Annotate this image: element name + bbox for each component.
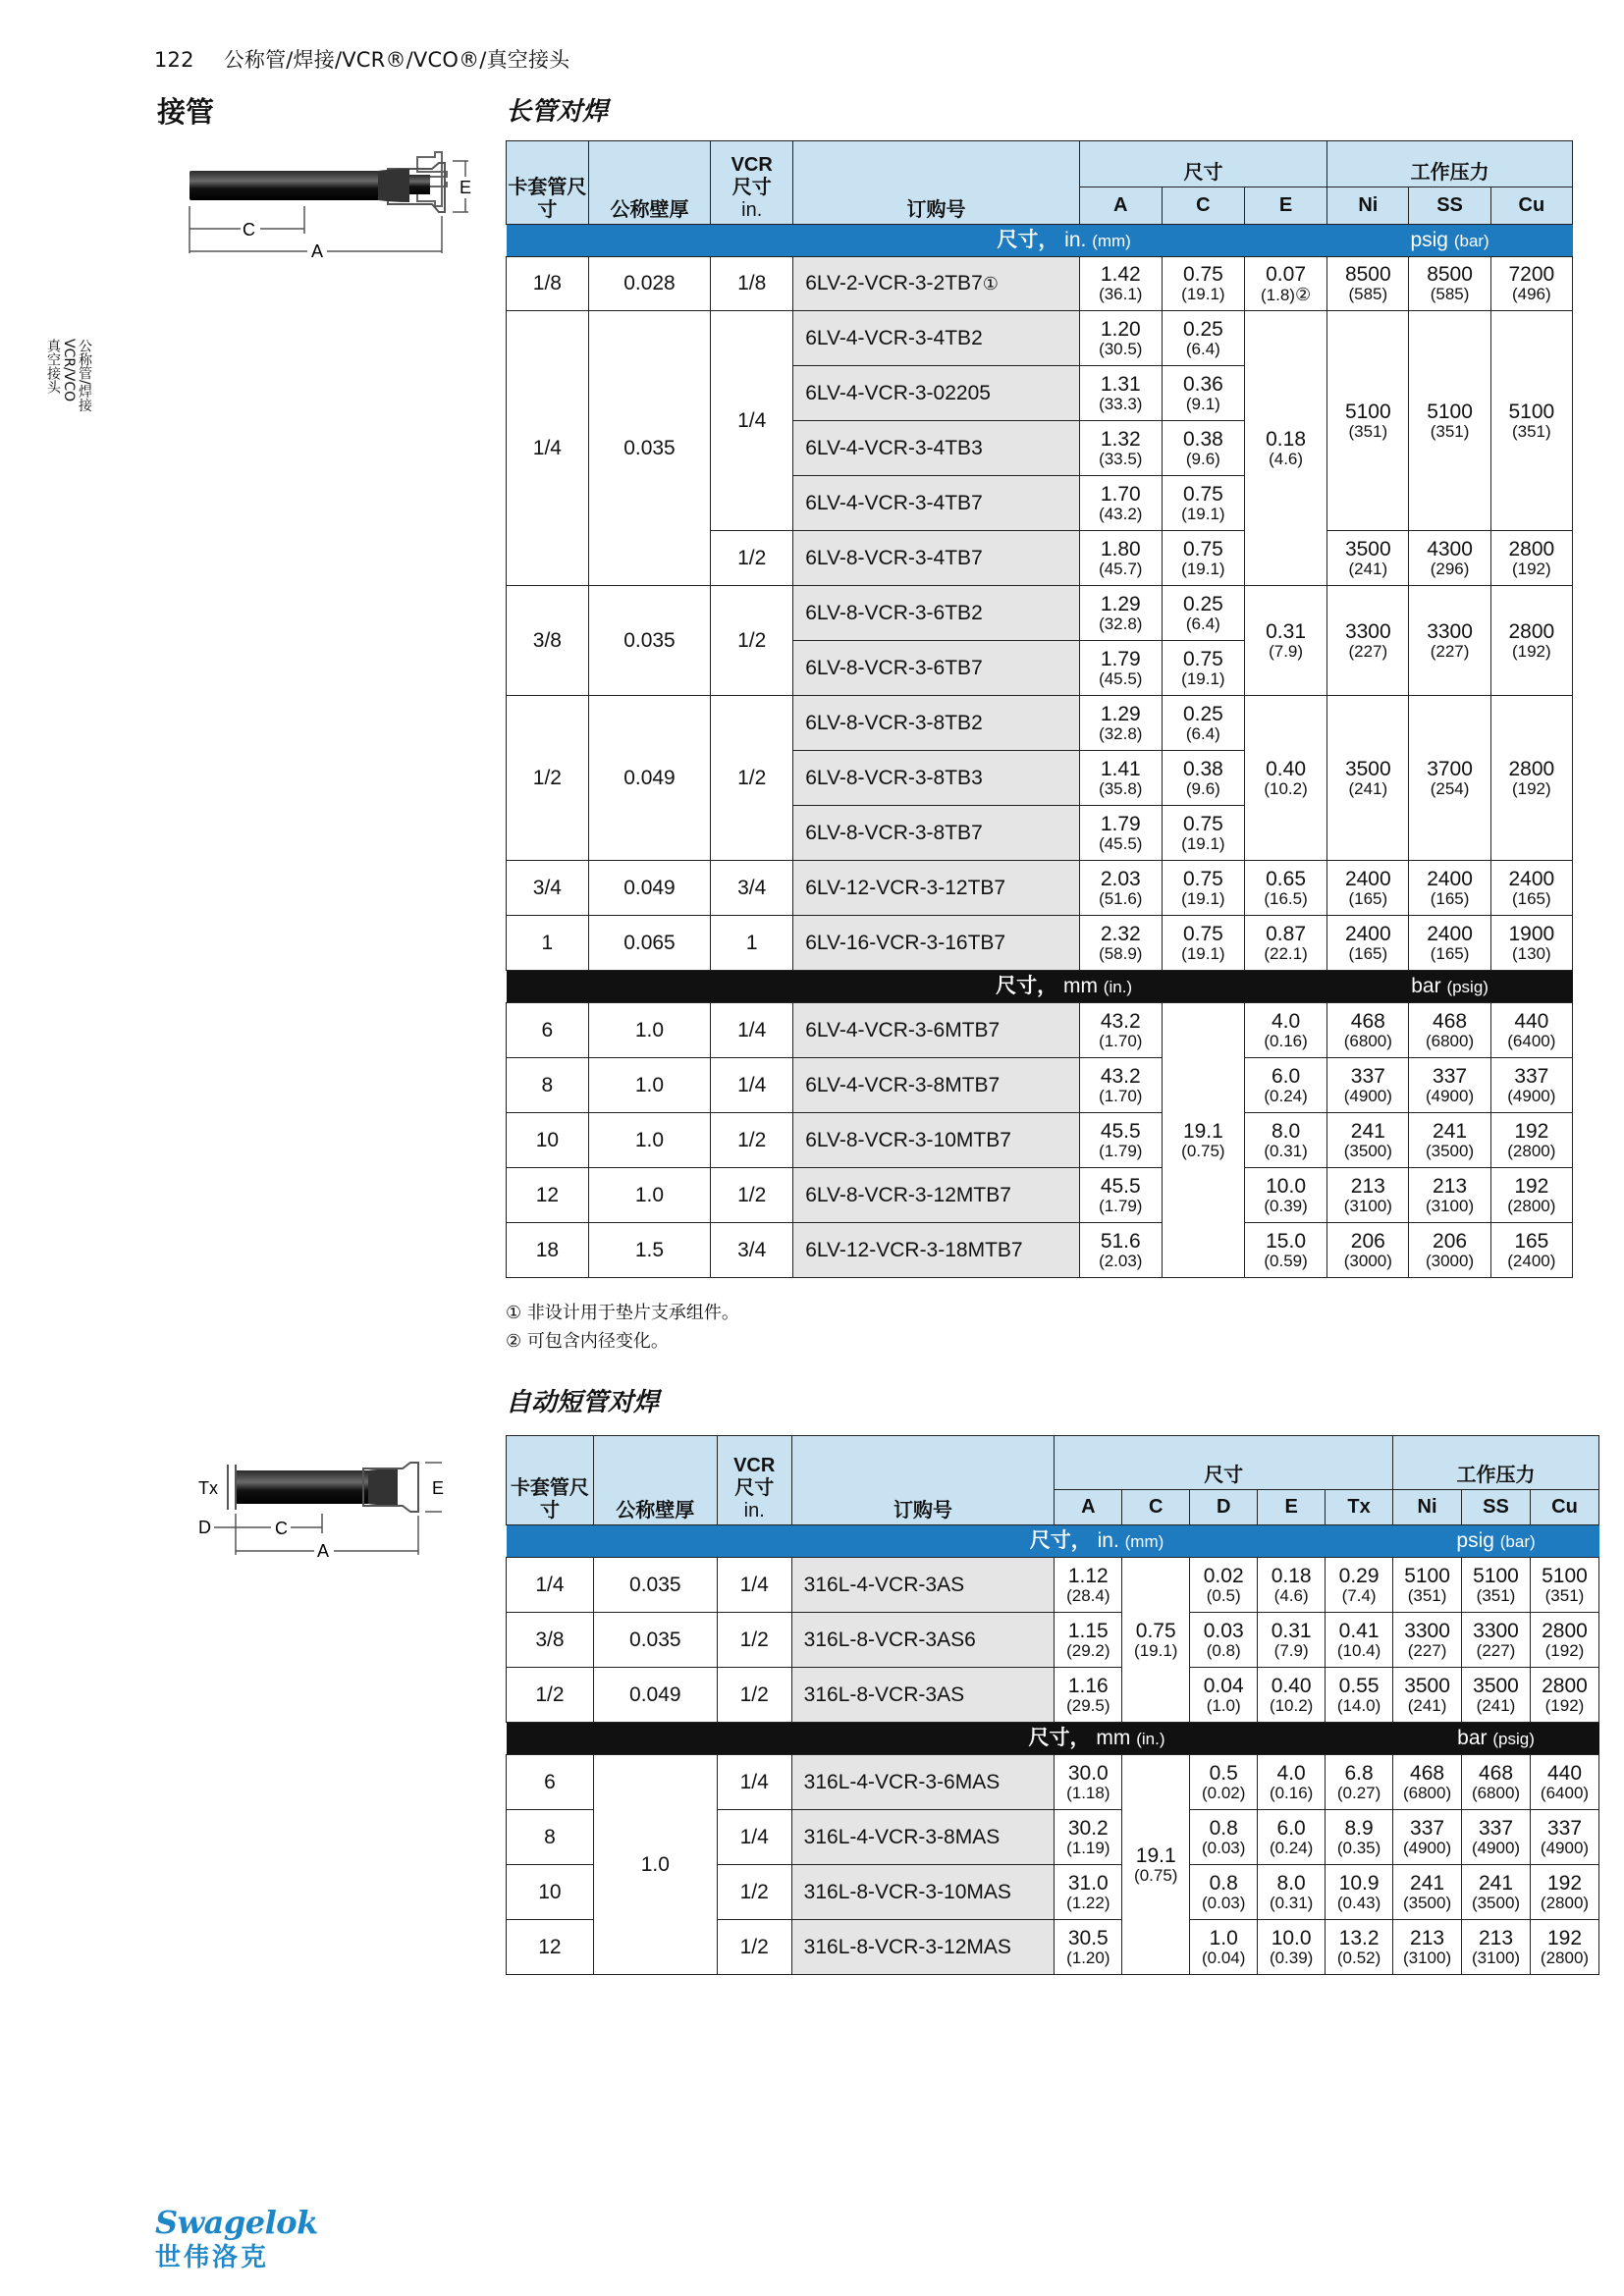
footnote-1: ① 非设计用于垫片支承组件。 bbox=[506, 1303, 739, 1323]
table-row: 18 1.5 3/4 6LV-12-VCR-3-18MTB7 51.6 (2.03) 15.0 (0.59) 206 (3000) 206 (3000) 165 (2400) bbox=[507, 1223, 1573, 1278]
dim-label-c2: C bbox=[275, 1519, 288, 1538]
table-row: 3/8 0.035 1/2 6LV-8-VCR-3-6TB2 1.29 (32.8) 0.25 (6.4) 0.31 (7.9) 3300 (227) 3300 (227) 2800 (192) bbox=[507, 586, 1573, 641]
header-vcr-size: VCR 尺寸 in. bbox=[717, 1436, 791, 1525]
header-vcr-size: VCR 尺寸 in. bbox=[711, 141, 793, 225]
table-row: 8 1/4 316L-4-VCR-3-8MAS 30.2 (1.19) 0.8 (0.03) 6.0 (0.24) 8.9 (0.35) 337 (4900) 337 (4900) 337 (4900) bbox=[507, 1810, 1599, 1865]
dim-label-e: E bbox=[460, 178, 472, 197]
band-inch: 尺寸， in. (mm) psig (bar) bbox=[507, 1525, 1599, 1558]
table-row: 12 1/2 316L-8-VCR-3-12MAS 30.5 (1.20) 1.0 (0.04) 10.0 (0.39) 13.2 (0.52) 213 (3100) 213 (3100) 192 (2800) bbox=[507, 1920, 1599, 1975]
footnotes bbox=[506, 1299, 739, 1356]
header-cu: Cu bbox=[1530, 1490, 1598, 1525]
table-long-tube-butt-weld bbox=[506, 140, 1573, 1278]
header-tube-size: 卡套管尺寸 bbox=[507, 1436, 594, 1525]
table2-title: 自动短管对焊 bbox=[506, 1388, 660, 1417]
breadcrumb: 公称管/焊接/VCR®/VCO®/真空接头 bbox=[223, 48, 570, 72]
table-row: 3/4 0.049 3/4 6LV-12-VCR-3-12TB7 2.03 (51.6) 0.75 (19.1) 0.65 (16.5) 2400 (165) 2400 (165) 2400 (165) bbox=[507, 861, 1573, 916]
table-row: 10 1.0 1/2 6LV-8-VCR-3-10MTB7 45.5 (1.79) 8.0 (0.31) 241 (3500) 241 (3500) 192 (2800) bbox=[507, 1113, 1573, 1168]
table-row: 3/8 0.035 1/2 316L-8-VCR-3AS6 1.15 (29.2) 0.03 (0.8) 0.31 (7.9) 0.41 (10.4) 3300 (227) 3300 (227) 2800 (192) bbox=[507, 1613, 1599, 1668]
table-row: 6LV-4-VCR-3-4TB7 1.70 (43.2) 0.75 (19.1) bbox=[507, 476, 1573, 531]
dim-label-c: C bbox=[243, 220, 255, 240]
table-row: 6LV-8-VCR-3-6TB7 1.79 (45.5) 0.75 (19.1) bbox=[507, 641, 1573, 696]
table-row: 12 1.0 1/2 6LV-8-VCR-3-12MTB7 45.5 (1.79) 10.0 (0.39) 213 (3100) 213 (3100) 192 (2800) bbox=[507, 1168, 1573, 1223]
table-row: 1/2 0.049 1/2 316L-8-VCR-3AS 1.16 (29.5) 0.04 (1.0) 0.40 (10.2) 0.55 (14.0) 3500 (241) 3500 (241) 2800 (192) bbox=[507, 1668, 1599, 1723]
side-tab-line-2: VCR/VCO bbox=[61, 339, 77, 402]
table-row: 1/4 0.035 1/4 6LV-4-VCR-3-4TB2 1.20 (30.5) 0.25 (6.4) 0.18 (4.6) 5100 (351) 5100 (351) 5100 (351) bbox=[507, 311, 1573, 366]
swagelok-logo bbox=[155, 2204, 318, 2273]
side-tab-line-1: 公称管/焊接 bbox=[77, 339, 92, 412]
section-title: 接管 bbox=[157, 95, 215, 129]
header-ss: SS bbox=[1462, 1490, 1531, 1525]
header-e: E bbox=[1258, 1490, 1326, 1525]
table-auto-short-tube-butt-weld bbox=[506, 1435, 1599, 1975]
header-dimensions: 尺寸 bbox=[1055, 1436, 1393, 1490]
side-tab bbox=[22, 339, 100, 437]
header-order-number: 订购号 bbox=[791, 1436, 1055, 1525]
table-row: 6 1.0 1/4 6LV-4-VCR-3-6MTB7 43.2 (1.70) 19.1 (0.75) 4.0 (0.16) 468 (6800) 468 (6800) 440 (6400) bbox=[507, 1003, 1573, 1058]
table-row: 6LV-8-VCR-3-8TB7 1.79 (45.5) 0.75 (19.1) bbox=[507, 806, 1573, 861]
table-row: 6LV-4-VCR-3-4TB3 1.32 (33.5) 0.38 (9.6) bbox=[507, 421, 1573, 476]
header-d: D bbox=[1190, 1490, 1258, 1525]
header-c: C bbox=[1162, 187, 1244, 225]
header-dimensions: 尺寸 bbox=[1079, 141, 1326, 187]
side-tab-line-3: 真空接头 bbox=[45, 339, 61, 394]
dim-label-d: D bbox=[198, 1518, 211, 1537]
header-a: A bbox=[1055, 1490, 1122, 1525]
header-order-number: 订购号 bbox=[793, 141, 1079, 225]
band-metric: 尺寸， mm (in.) bar (psig) bbox=[507, 971, 1573, 1003]
table-row: 6LV-4-VCR-3-02205 1.31 (33.3) 0.36 (9.1) bbox=[507, 366, 1573, 421]
table-row: 1/2 6LV-8-VCR-3-4TB7 1.80 (45.7) 0.75 (19.1) 3500 (241) 4300 (296) 2800 (192) bbox=[507, 531, 1573, 586]
header-c: C bbox=[1122, 1490, 1190, 1525]
table-row: 1/2 0.049 1/2 6LV-8-VCR-3-8TB2 1.29 (32.8) 0.25 (6.4) 0.40 (10.2) 3500 (241) 3700 (254) 2800 (192) bbox=[507, 696, 1573, 751]
table-row: 8 1.0 1/4 6LV-4-VCR-3-8MTB7 43.2 (1.70) 6.0 (0.24) 337 (4900) 337 (4900) 337 (4900) bbox=[507, 1058, 1573, 1113]
footnote-2: ② 可包含内径变化。 bbox=[506, 1331, 669, 1352]
table-row: 10 1/2 316L-8-VCR-3-10MAS 31.0 (1.22) 0.8 (0.03) 8.0 (0.31) 10.9 (0.43) 241 (3500) 241 (3500) 192 (2800) bbox=[507, 1865, 1599, 1920]
header-ni: Ni bbox=[1393, 1490, 1462, 1525]
header-tx: Tx bbox=[1326, 1490, 1393, 1525]
header-cu: Cu bbox=[1490, 187, 1572, 225]
page-number: 122 bbox=[154, 48, 194, 72]
tube-stub-diagram-2 bbox=[196, 1453, 452, 1561]
table-row: 6LV-8-VCR-3-8TB3 1.41 (35.8) 0.38 (9.6) bbox=[507, 751, 1573, 806]
dim-label-e2: E bbox=[432, 1478, 445, 1498]
table-row: 1/4 0.035 1/4 316L-4-VCR-3AS 1.12 (28.4) 0.75 (19.1) 0.02 (0.5) 0.18 (4.6) 0.29 (7.4) 5100 (351) 5100 (351) 5100 (351) bbox=[507, 1558, 1599, 1613]
band-inch: 尺寸， in. (mm) psig (bar) bbox=[507, 225, 1573, 257]
dim-label-a2: A bbox=[317, 1541, 330, 1561]
band-metric: 尺寸， mm (in.) bar (psig) bbox=[507, 1723, 1599, 1755]
header-tube-size: 卡套管尺寸 bbox=[507, 141, 589, 225]
table-row: 6 1.0 1/4 316L-4-VCR-3-6MAS 30.0 (1.18) 19.1 (0.75) 0.5 (0.02) 4.0 (0.16) 6.8 (0.27) 468 (6800) 468 (6800) 440 (6400) bbox=[507, 1755, 1599, 1810]
table-row: 1/8 0.028 1/8 6LV-2-VCR-3-2TB7① 1.42 (36.1) 0.75 (19.1) 0.07 (1.8)② 8500 (585) 8500 (585) 7200 (496) bbox=[507, 257, 1573, 311]
header-ni: Ni bbox=[1327, 187, 1409, 225]
dim-label-a: A bbox=[311, 241, 324, 261]
dim-label-tx: Tx bbox=[198, 1478, 218, 1498]
header-a: A bbox=[1079, 187, 1162, 225]
tube-stub-diagram-1 bbox=[182, 147, 486, 265]
logo-text-cn: 世伟洛克 bbox=[155, 2243, 270, 2272]
logo-text-en: Swagelok bbox=[155, 2204, 318, 2241]
header-pressure: 工作压力 bbox=[1327, 141, 1573, 187]
header-wall: 公称壁厚 bbox=[588, 141, 710, 225]
header-pressure: 工作压力 bbox=[1393, 1436, 1599, 1490]
header-wall: 公称壁厚 bbox=[593, 1436, 717, 1525]
header-ss: SS bbox=[1409, 187, 1490, 225]
table1-title: 长管对焊 bbox=[506, 97, 609, 127]
table-row: 1 0.065 1 6LV-16-VCR-3-16TB7 2.32 (58.9) 0.75 (19.1) 0.87 (22.1) 2400 (165) 2400 (165) 1900 (130) bbox=[507, 916, 1573, 971]
header-e: E bbox=[1244, 187, 1326, 225]
page-header bbox=[154, 44, 569, 74]
